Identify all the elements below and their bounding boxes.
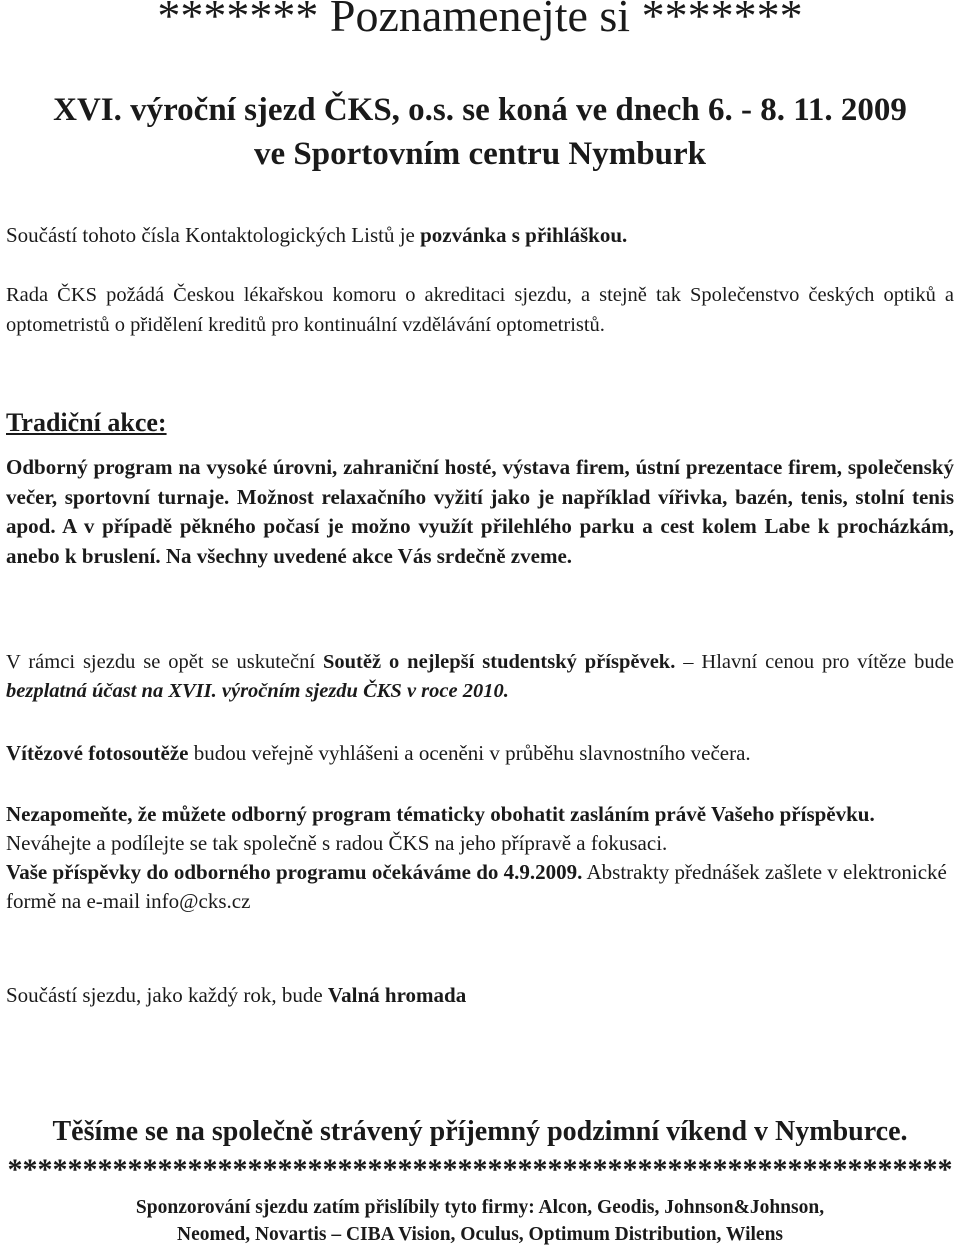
invitation-text: Součástí tohoto čísla Kontaktologických Listů je — [6, 223, 421, 247]
sponsors-line-1: Sponzorování sjezdu zatím přislíbily tyto firmy: Alcon, Geodis, Johnson&Johnson, — [135, 1197, 825, 1218]
competition-title: Soutěž o nejlepší studentský příspěvek. — [322, 651, 676, 673]
congress-line-1: XVI. výroční sjezd ČKS, o.s. se koná ve dnech 6. - 8. 11. 2009 — [53, 92, 907, 128]
sponsors-line-2: Neomed, Novartis – CIBA Vision, Oculus, Optimum Distribution, Wilens — [176, 1224, 784, 1245]
competition-prize: bezplatná účast na XVII. výročním sjezdu ČKS v roce 2010. — [6, 679, 509, 702]
competition-pre: V rámci sjezdu se opět se uskuteční — [6, 651, 323, 673]
sponsors-block — [6, 1194, 954, 1248]
contributions-email-text: Abstrakty přednášek zašlete v elektronické formě na e-mail info@cks.cz — [6, 860, 947, 913]
invitation-paragraph — [6, 220, 954, 250]
contributions-encourage: Neváhejte a podílejte se tak společně s radou ČKS na jeho přípravě a fokusaci. — [6, 831, 668, 855]
contributions-block — [6, 800, 954, 916]
asterisk-divider: *************************************************************** — [7, 1153, 953, 1186]
traditional-events-body: Odborný program na vysoké úrovni, zahraniční hosté, výstava firem, ústní prezentace firem, společenský večer, sportovní turnaje. Možnost relaxačního vyžití jako je například vířivka, bazén, tenis, stolní tenis apod. A v případě pěkného počasí je možno využít přilehlého parku a cest kolem Labe k procházkám, anebo k bruslení. Na všechny uvedené akce Vás srdečně zveme. — [6, 455, 954, 568]
invitation-bold: pozvánka s přihláškou. — [420, 223, 628, 247]
competition-mid: – Hlavní cenou pro vítěze bude — [675, 651, 954, 673]
contributions-deadline — [6, 858, 954, 916]
general-assembly-paragraph — [6, 980, 954, 1010]
general-assembly-bold: Valná hromada — [327, 983, 467, 1007]
closing-message: Těšíme se na společně strávený příjemný podzimní víkend v Nymburce. — [52, 1116, 908, 1147]
traditional-events-heading: Tradiční akce: — [6, 408, 167, 437]
congress-line-2: ve Sportovním centru Nymburk — [254, 136, 706, 172]
competition-paragraph — [6, 648, 954, 705]
congress-announcement — [6, 88, 954, 176]
accreditation-paragraph: Rada ČKS požádá Českou lékařskou komoru o akreditaci sjezdu, a stejně tak Společenstvo českých optiků a optometristů o přidělení kreditů pro kontinuální vzdělávání optometristů. — [6, 284, 954, 336]
contributions-reminder: Nezapomeňte, že můžete odborný program tématicky obohatit zasláním právě Vašeho příspěvku. — [6, 802, 875, 826]
photo-contest-text: budou veřejně vyhlášeni a oceněni v průběhu slavnostního večera. — [188, 741, 751, 765]
contributions-deadline-bold: Vaše příspěvky do odborného programu očekáváme do 4.9.2009. — [6, 860, 583, 884]
general-assembly-text: Součástí sjezdu, jako každý rok, bude — [6, 983, 328, 1007]
banner-heading: ******* Poznamenejte si ******* — [157, 0, 803, 41]
photo-contest-paragraph — [6, 738, 954, 768]
photo-contest-title: Vítězové fotosoutěže — [6, 741, 189, 765]
